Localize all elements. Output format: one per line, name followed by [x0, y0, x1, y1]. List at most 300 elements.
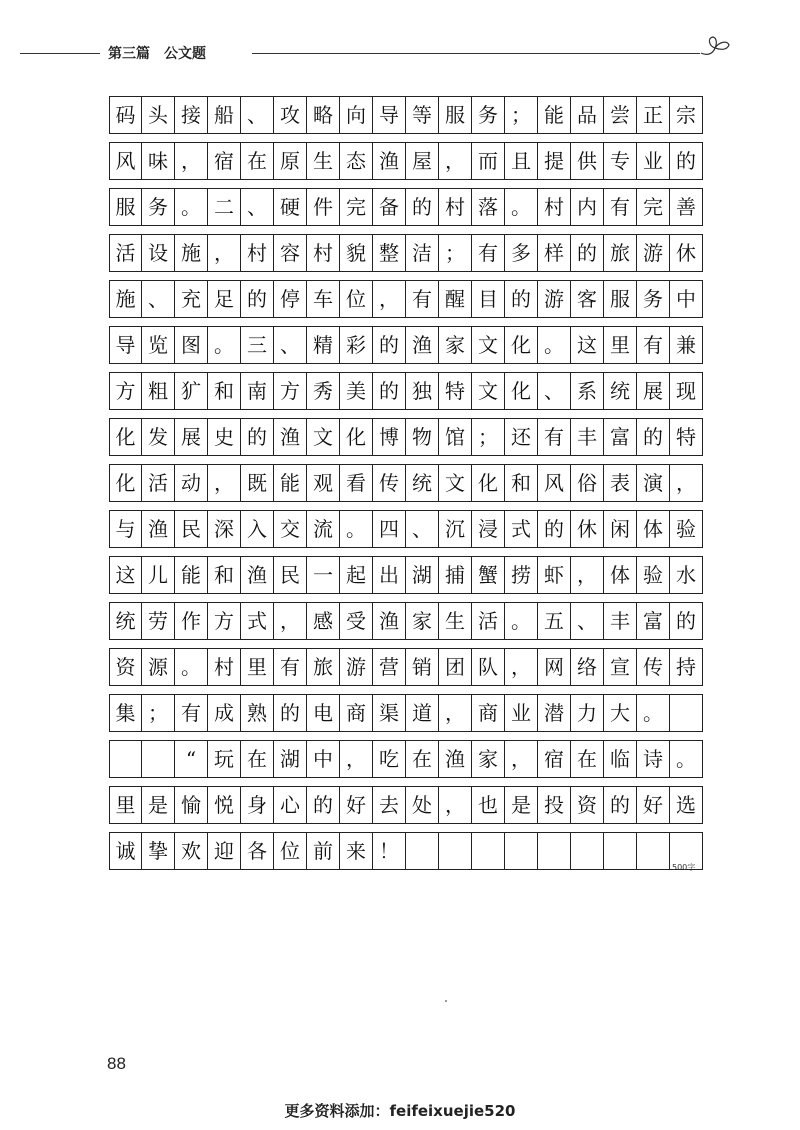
grid-cell: 略	[307, 96, 340, 134]
grid-cell: ，	[571, 556, 604, 594]
grid-cell: 沉	[439, 510, 472, 548]
grid-cell: 系	[571, 372, 604, 410]
grid-cell: 村	[439, 188, 472, 226]
grid-cell: 件	[307, 188, 340, 226]
grid-cell: 体	[604, 556, 637, 594]
grid-cell: 丰	[571, 418, 604, 456]
grid-cell: 。	[637, 694, 670, 732]
grid-cell: 身	[241, 786, 274, 824]
grid-cell: 化	[505, 326, 538, 364]
grid-cell: 。	[208, 326, 241, 364]
grid-cell: 力	[571, 694, 604, 732]
grid-cell: 客	[571, 280, 604, 318]
grid-cell: 备	[373, 188, 406, 226]
grid-cell: ，	[208, 464, 241, 502]
grid-cell: 源	[142, 648, 175, 686]
grid-cell: ；	[142, 694, 175, 732]
grid-cell: 发	[142, 418, 175, 456]
grid-cell: 体	[637, 510, 670, 548]
grid-cell: 的	[406, 188, 439, 226]
grid-cell: 欢	[175, 832, 208, 870]
grid-cell: 在	[241, 142, 274, 180]
grid-cell: 化	[472, 464, 505, 502]
grid-cell: 旅	[604, 234, 637, 272]
grid-cell: 潜	[538, 694, 571, 732]
grid-cell: 心	[274, 786, 307, 824]
grid-cell: ！	[373, 832, 406, 870]
grid-cell: 家	[439, 326, 472, 364]
grid-cell: 捕	[439, 556, 472, 594]
grid-cell: 富	[637, 602, 670, 640]
grid-cell: 的	[571, 234, 604, 272]
grid-cell: 蟹	[472, 556, 505, 594]
grid-cell: 渔	[373, 602, 406, 640]
grid-cell: 劳	[142, 602, 175, 640]
grid-cell: 且	[505, 142, 538, 180]
grid-cell: 能	[175, 556, 208, 594]
grid-cell: 交	[274, 510, 307, 548]
grid-cell: 整	[373, 234, 406, 272]
grid-cell: 成	[208, 694, 241, 732]
essay-row	[109, 602, 703, 640]
grid-cell: 有	[406, 280, 439, 318]
grid-cell: 来	[340, 832, 373, 870]
grid-cell: 宣	[604, 648, 637, 686]
grid-cell: 的	[670, 142, 703, 180]
grid-cell: 美	[340, 372, 373, 410]
grid-cell: 的	[373, 372, 406, 410]
grid-cell: 村	[307, 234, 340, 272]
grid-cell: 位	[274, 832, 307, 870]
grid-cell: 和	[208, 556, 241, 594]
grid-cell: 选	[670, 786, 703, 824]
grid-cell: 迎	[208, 832, 241, 870]
grid-cell: 与	[109, 510, 142, 548]
grid-cell: 风	[538, 464, 571, 502]
grid-cell: 的	[241, 280, 274, 318]
grid-cell: 虾	[538, 556, 571, 594]
grid-cell: 这	[109, 556, 142, 594]
grid-cell: 头	[142, 96, 175, 134]
grid-cell: 还	[505, 418, 538, 456]
grid-cell: 导	[109, 326, 142, 364]
grid-cell: 貌	[340, 234, 373, 272]
grid-cell	[571, 832, 604, 870]
grid-cell: 设	[142, 234, 175, 272]
grid-cell: 特	[670, 418, 703, 456]
grid-cell: 、	[406, 510, 439, 548]
grid-cell: 家	[406, 602, 439, 640]
grid-cell: 服	[439, 96, 472, 134]
grid-cell: 位	[340, 280, 373, 318]
essay-row	[109, 418, 703, 456]
grid-cell: 。	[505, 188, 538, 226]
grid-cell: 这	[571, 326, 604, 364]
grid-cell: 化	[109, 418, 142, 456]
grid-cell: 营	[373, 648, 406, 686]
grid-cell: 民	[175, 510, 208, 548]
grid-cell: ，	[373, 280, 406, 318]
essay-row	[109, 832, 703, 870]
grid-cell: 、	[538, 372, 571, 410]
grid-cell: 是	[505, 786, 538, 824]
footer-note: 更多资料添加：feifeixuejie520	[284, 1102, 516, 1120]
grid-cell: 有	[538, 418, 571, 456]
grid-cell: 感	[307, 602, 340, 640]
grid-cell: 闲	[604, 510, 637, 548]
grid-cell: 验	[670, 510, 703, 548]
grid-cell	[439, 832, 472, 870]
grid-cell: 资	[571, 786, 604, 824]
essay-row	[109, 326, 703, 364]
grid-cell: 网	[538, 648, 571, 686]
grid-cell: 现	[670, 372, 703, 410]
grid-cell: 施	[175, 234, 208, 272]
grid-cell: 统	[406, 464, 439, 502]
grid-cell: 的	[373, 326, 406, 364]
grid-cell: 能	[538, 96, 571, 134]
grid-cell: 五	[538, 602, 571, 640]
grid-cell: 游	[340, 648, 373, 686]
grid-cell: 方	[208, 602, 241, 640]
grid-cell: 秀	[307, 372, 340, 410]
grid-cell: ，	[439, 786, 472, 824]
grid-cell: 。	[175, 648, 208, 686]
grid-cell: 入	[241, 510, 274, 548]
grid-cell: 足	[208, 280, 241, 318]
grid-cell: 善	[670, 188, 703, 226]
grid-cell: 图	[175, 326, 208, 364]
grid-cell: ，	[439, 142, 472, 180]
grid-cell: 观	[307, 464, 340, 502]
grid-cell: 向	[340, 96, 373, 134]
grid-cell: 旅	[307, 648, 340, 686]
grid-cell: 渔	[142, 510, 175, 548]
grid-cell: 物	[406, 418, 439, 456]
grid-cell: 。	[505, 602, 538, 640]
grid-cell: 宿	[208, 142, 241, 180]
grid-cell: 化	[109, 464, 142, 502]
grid-cell	[406, 832, 439, 870]
grid-cell: 丰	[604, 602, 637, 640]
grid-cell: 正	[637, 96, 670, 134]
grid-cell: 务	[142, 188, 175, 226]
grid-cell: 独	[406, 372, 439, 410]
grid-cell: 接	[175, 96, 208, 134]
grid-cell: 悦	[208, 786, 241, 824]
grid-cell: 务	[472, 96, 505, 134]
grid-cell: 品	[571, 96, 604, 134]
grid-cell: 大	[604, 694, 637, 732]
grid-cell: 服	[109, 188, 142, 226]
grid-cell: 在	[571, 740, 604, 778]
grid-cell: 商	[472, 694, 505, 732]
grid-cell: 。	[538, 326, 571, 364]
grid-cell: 兼	[670, 326, 703, 364]
grid-cell: 儿	[142, 556, 175, 594]
grid-cell: 家	[472, 740, 505, 778]
grid-cell: 、	[571, 602, 604, 640]
grid-cell: 精	[307, 326, 340, 364]
grid-cell: 村	[241, 234, 274, 272]
grid-cell: 各	[241, 832, 274, 870]
grid-cell: ，	[670, 464, 703, 502]
grid-cell: 中	[670, 280, 703, 318]
essay-row	[109, 648, 703, 686]
grid-cell: 活	[142, 464, 175, 502]
essay-row	[109, 372, 703, 410]
grid-cell: 络	[571, 648, 604, 686]
grid-cell: 愉	[175, 786, 208, 824]
grid-cell: 的	[670, 602, 703, 640]
grid-cell: 深	[208, 510, 241, 548]
grid-cell: 完	[637, 188, 670, 226]
grid-cell: 等	[406, 96, 439, 134]
grid-cell: 销	[406, 648, 439, 686]
grid-cell: 尝	[604, 96, 637, 134]
essay-row	[109, 188, 703, 226]
grid-cell: 彩	[340, 326, 373, 364]
grid-cell: 码	[109, 96, 142, 134]
grid-cell: ；	[439, 234, 472, 272]
essay-row	[109, 694, 703, 732]
grid-cell: 去	[373, 786, 406, 824]
grid-cell	[109, 740, 142, 778]
grid-cell: 有	[604, 188, 637, 226]
grid-cell: 渔	[241, 556, 274, 594]
grid-cell: 而	[472, 142, 505, 180]
grid-cell: 表	[604, 464, 637, 502]
grid-cell: 吃	[373, 740, 406, 778]
grid-cell: 车	[307, 280, 340, 318]
grid-cell: 验	[637, 556, 670, 594]
grid-cell: 粗	[142, 372, 175, 410]
grid-cell: 俗	[571, 464, 604, 502]
grid-cell: 二	[208, 188, 241, 226]
grid-cell: ，	[505, 648, 538, 686]
grid-cell: 集	[109, 694, 142, 732]
grid-cell: 里	[604, 326, 637, 364]
grid-cell: 停	[274, 280, 307, 318]
grid-cell	[538, 832, 571, 870]
grid-cell: 中	[307, 740, 340, 778]
grid-cell: 湖	[406, 556, 439, 594]
grid-cell: 民	[274, 556, 307, 594]
grid-cell: 导	[373, 96, 406, 134]
part-title: 公文题	[164, 46, 206, 62]
grid-cell: 的	[307, 786, 340, 824]
grid-cell: 目	[472, 280, 505, 318]
word-count-label: 500字	[672, 863, 696, 872]
grid-cell: 、	[241, 188, 274, 226]
grid-cell: 专	[604, 142, 637, 180]
grid-cell: 玩	[208, 740, 241, 778]
grid-cell: 团	[439, 648, 472, 686]
grid-cell	[670, 694, 703, 732]
scan-dot	[445, 1000, 447, 1002]
grid-cell: 渔	[274, 418, 307, 456]
grid-cell: “	[175, 740, 208, 778]
grid-cell: 受	[340, 602, 373, 640]
essay-row	[109, 740, 703, 778]
grid-cell: 演	[637, 464, 670, 502]
grid-cell: 村	[538, 188, 571, 226]
grid-cell: 水	[670, 556, 703, 594]
grid-cell: 施	[109, 280, 142, 318]
grid-cell: 览	[142, 326, 175, 364]
grid-cell: 方	[274, 372, 307, 410]
grid-cell: 样	[538, 234, 571, 272]
grid-cell: 史	[208, 418, 241, 456]
grid-cell: 四	[373, 510, 406, 548]
grid-cell: 休	[571, 510, 604, 548]
grid-cell: 宿	[538, 740, 571, 778]
header-rule-right	[252, 53, 700, 54]
essay-row	[109, 142, 703, 180]
essay-row	[109, 786, 703, 824]
grid-cell: 文	[439, 464, 472, 502]
grid-cell: 一	[307, 556, 340, 594]
grid-cell: 。	[175, 188, 208, 226]
grid-cell: 的	[604, 786, 637, 824]
grid-cell: 既	[241, 464, 274, 502]
grid-cell: 生	[307, 142, 340, 180]
grid-cell: 起	[340, 556, 373, 594]
grid-cell: 有	[175, 694, 208, 732]
grid-cell: 硬	[274, 188, 307, 226]
grid-cell: 态	[340, 142, 373, 180]
grid-cell: 好	[340, 786, 373, 824]
grid-cell: 提	[538, 142, 571, 180]
grid-cell: 是	[142, 786, 175, 824]
grid-cell	[505, 832, 538, 870]
grid-cell: ，	[439, 694, 472, 732]
grid-cell: 文	[472, 372, 505, 410]
grid-cell: 攻	[274, 96, 307, 134]
grid-cell: 生	[439, 602, 472, 640]
grid-cell: 风	[109, 142, 142, 180]
grid-cell: 渔	[373, 142, 406, 180]
grid-cell: 有	[472, 234, 505, 272]
grid-cell: 里	[241, 648, 274, 686]
grid-cell: 好	[637, 786, 670, 824]
grid-cell: 落	[472, 188, 505, 226]
grid-cell: 完	[340, 188, 373, 226]
grid-cell: 能	[274, 464, 307, 502]
grid-cell: 船	[208, 96, 241, 134]
grid-cell: 的	[637, 418, 670, 456]
grid-cell: ，	[505, 740, 538, 778]
grid-cell: 商	[340, 694, 373, 732]
grid-cell: 捞	[505, 556, 538, 594]
grid-cell: 业	[637, 142, 670, 180]
grid-cell: 挚	[142, 832, 175, 870]
essay-row	[109, 280, 703, 318]
grid-cell: 作	[175, 602, 208, 640]
grid-cell: 有	[274, 648, 307, 686]
grid-cell: 、	[241, 96, 274, 134]
grid-cell: 游	[637, 234, 670, 272]
grid-cell: 里	[109, 786, 142, 824]
grid-cell	[637, 832, 670, 870]
grid-cell: 出	[373, 556, 406, 594]
grid-cell: 和	[505, 464, 538, 502]
grid-cell: 的	[274, 694, 307, 732]
grid-cell: 、	[142, 280, 175, 318]
grid-cell: 屋	[406, 142, 439, 180]
grid-cell: 资	[109, 648, 142, 686]
grid-cell: 展	[637, 372, 670, 410]
grid-cell: 在	[406, 740, 439, 778]
essay-row	[109, 510, 703, 548]
grid-cell: 诚	[109, 832, 142, 870]
grid-cell: 和	[208, 372, 241, 410]
grid-cell: 业	[505, 694, 538, 732]
grid-cell: 式	[505, 510, 538, 548]
grid-cell: 流	[307, 510, 340, 548]
grid-cell: 文	[307, 418, 340, 456]
grid-cell: 味	[142, 142, 175, 180]
grid-cell: 浸	[472, 510, 505, 548]
grid-cell: 犷	[175, 372, 208, 410]
grid-cell: 服	[604, 280, 637, 318]
grid-cell: 。	[340, 510, 373, 548]
grid-cell: 持	[670, 648, 703, 686]
grid-cell: 临	[604, 740, 637, 778]
grid-cell	[142, 740, 175, 778]
grid-cell: 化	[340, 418, 373, 456]
grid-cell: 的	[505, 280, 538, 318]
grid-cell: 展	[175, 418, 208, 456]
grid-cell: ，	[208, 234, 241, 272]
grid-cell: 电	[307, 694, 340, 732]
grid-cell: 的	[241, 418, 274, 456]
grid-cell: 馆	[439, 418, 472, 456]
grid-cell: 充	[175, 280, 208, 318]
grid-cell: 宗	[670, 96, 703, 134]
grid-cell: 动	[175, 464, 208, 502]
grid-cell: ；	[505, 96, 538, 134]
grid-cell: 投	[538, 786, 571, 824]
essay-row	[109, 96, 703, 134]
grid-cell: 传	[637, 648, 670, 686]
grid-cell: ；	[472, 418, 505, 456]
grid-cell: 熟	[241, 694, 274, 732]
grid-cell: 富	[604, 418, 637, 456]
grid-cell: 队	[472, 648, 505, 686]
grid-cell: 休	[670, 234, 703, 272]
grid-cell: 博	[373, 418, 406, 456]
grid-cell: 在	[241, 740, 274, 778]
grid-cell: 也	[472, 786, 505, 824]
grid-cell: 统	[604, 372, 637, 410]
page-header	[20, 40, 715, 66]
grid-cell: 、	[274, 326, 307, 364]
grid-cell: 的	[538, 510, 571, 548]
grid-cell: 处	[406, 786, 439, 824]
grid-cell: 活	[109, 234, 142, 272]
grid-cell: 原	[274, 142, 307, 180]
grid-cell: 诗	[637, 740, 670, 778]
grid-cell: 有	[637, 326, 670, 364]
part-label: 第三篇	[108, 46, 150, 62]
grid-cell: 洁	[406, 234, 439, 272]
header-rule-left	[20, 53, 100, 54]
grid-cell	[604, 832, 637, 870]
grid-cell: ，	[274, 602, 307, 640]
grid-cell: 道	[406, 694, 439, 732]
grid-cell	[472, 832, 505, 870]
